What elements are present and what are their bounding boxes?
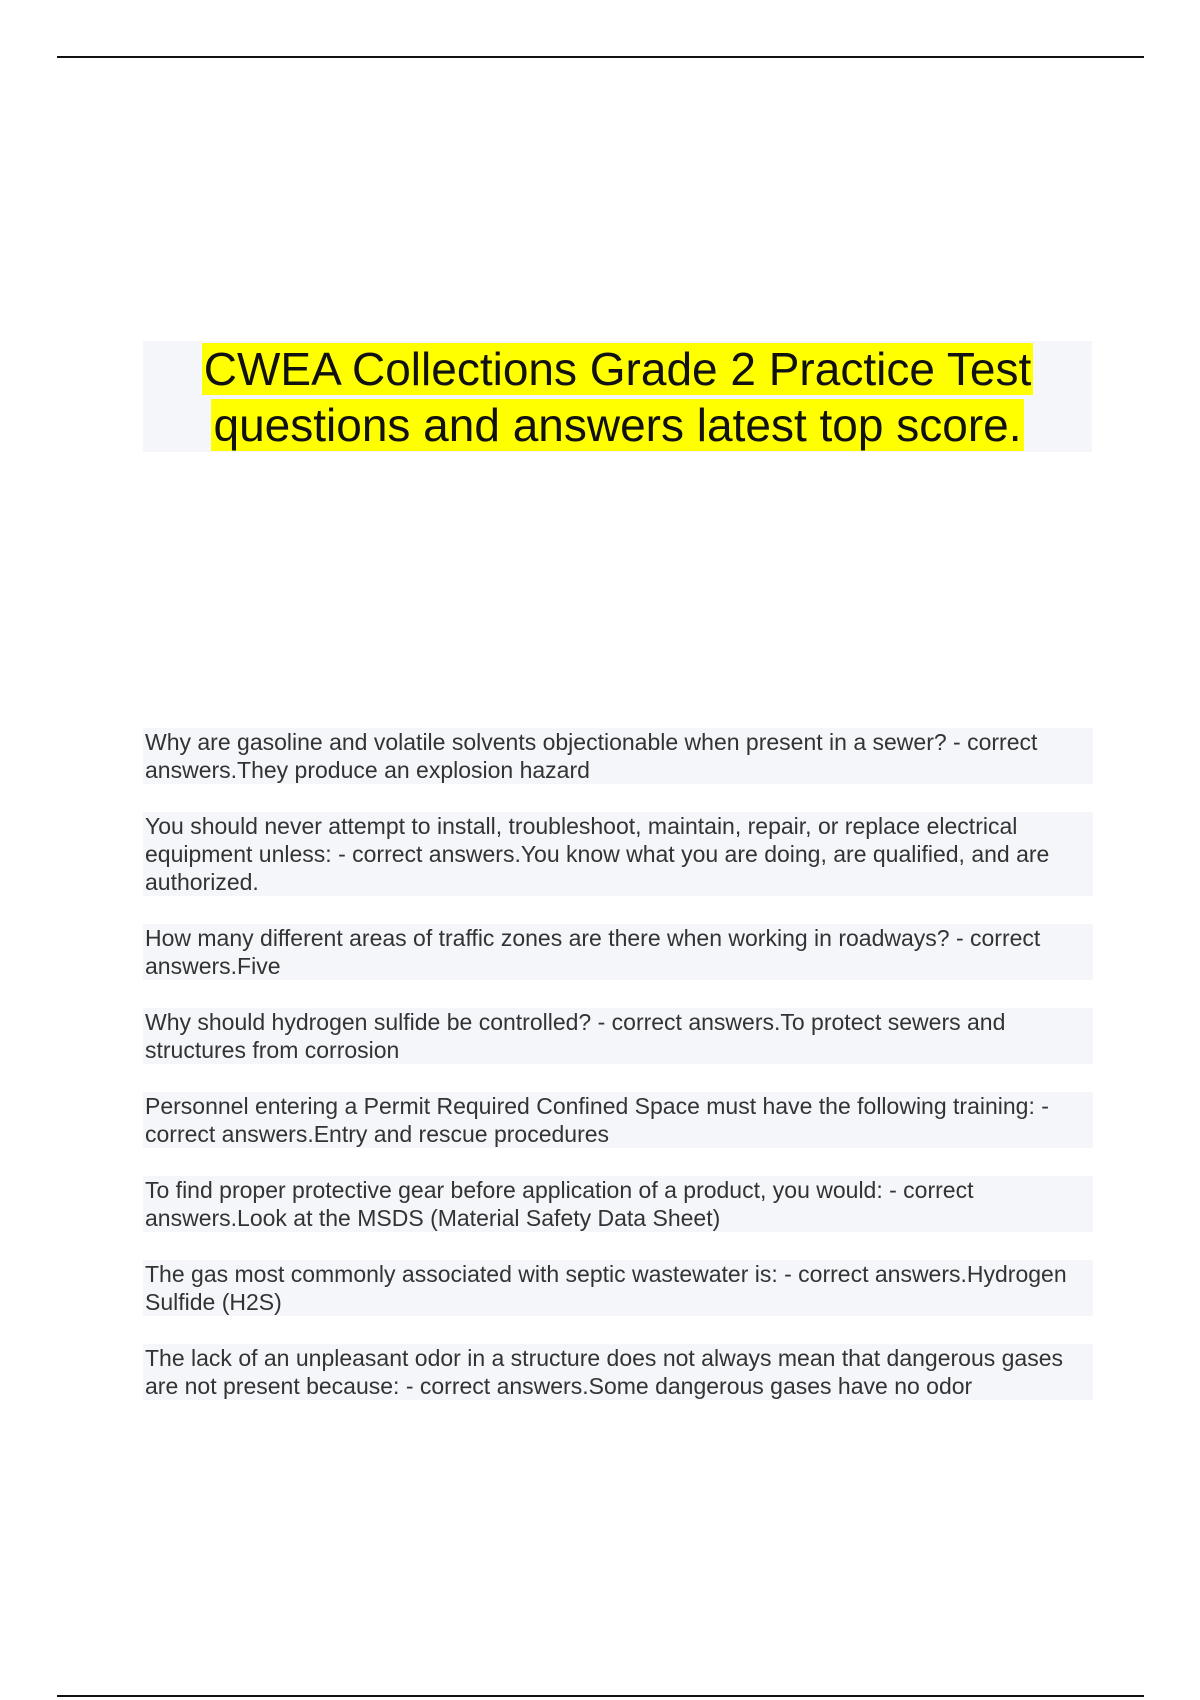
qa-item: Why are gasoline and volatile solvents objectionable when present in a sewer? - correct answers.They produce an explosion hazard bbox=[143, 728, 1093, 784]
qa-item: Personnel entering a Permit Required Confined Space must have the following training: - correct answers.Entry and rescue procedures bbox=[143, 1092, 1093, 1148]
qa-item: To find proper protective gear before application of a product, you would: - correct answers.Look at the MSDS (Material Safety Data Sheet) bbox=[143, 1176, 1093, 1232]
bottom-rule bbox=[57, 1695, 1144, 1697]
qa-item: The gas most commonly associated with septic wastewater is: - correct answers.Hydrogen Sulfide (H2S) bbox=[143, 1260, 1093, 1316]
qa-item: You should never attempt to install, troubleshoot, maintain, repair, or replace electrical equipment unless: - correct answers.You know what you are doing, are qualified, and are authorized. bbox=[143, 812, 1093, 896]
top-rule bbox=[57, 56, 1144, 58]
title-box bbox=[143, 341, 1092, 452]
qa-item: The lack of an unpleasant odor in a structure does not always mean that dangerous gases are not present because: - correct answers.Some dangerous gases have no odor bbox=[143, 1344, 1093, 1400]
qa-item: How many different areas of traffic zones are there when working in roadways? - correct answers.Five bbox=[143, 924, 1093, 980]
qa-item: Why should hydrogen sulfide be controlled? - correct answers.To protect sewers and structures from corrosion bbox=[143, 1008, 1093, 1064]
qa-list bbox=[143, 728, 1093, 1428]
document-title: CWEA Collections Grade 2 Practice Test questions and answers latest top score. bbox=[203, 343, 1032, 451]
